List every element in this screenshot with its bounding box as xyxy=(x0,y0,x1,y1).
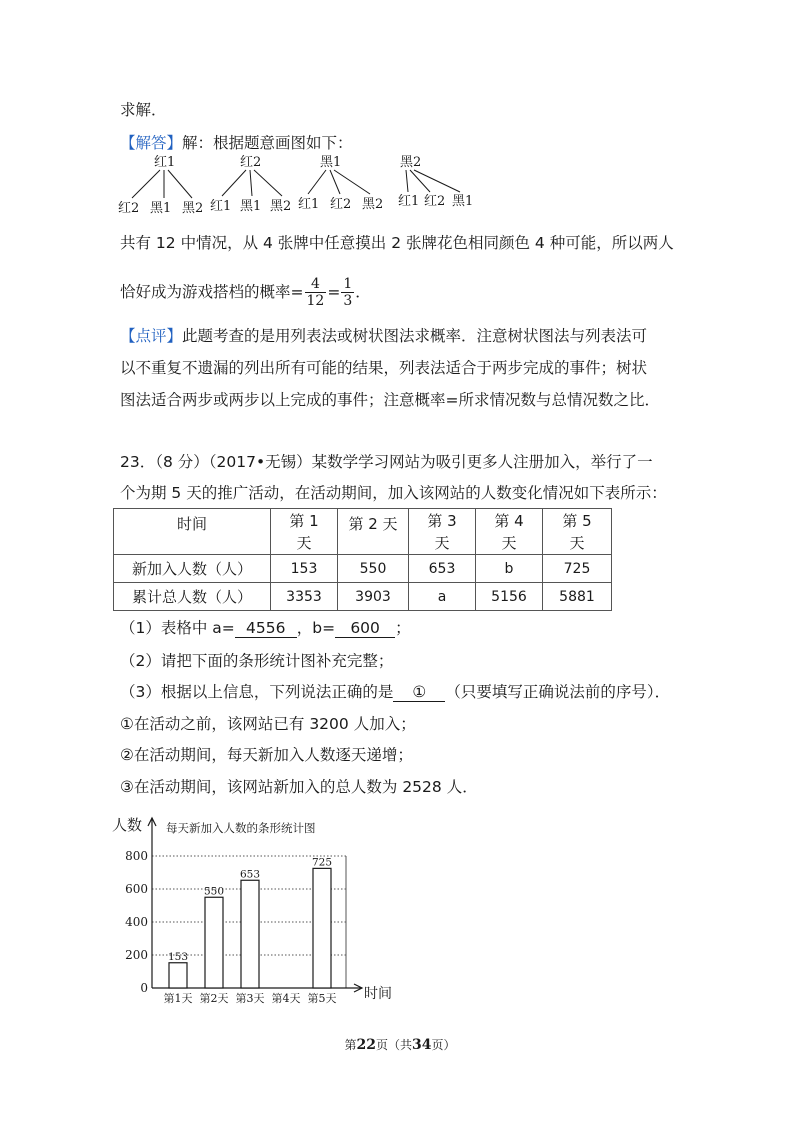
statement-2: ②在活动期间，每天新加入人数逐天递增； xyxy=(120,746,413,764)
tree-leaf: 红1 xyxy=(298,197,320,212)
statement-1: ①在活动之前，该网站已有 3200 人加入； xyxy=(120,715,416,733)
part-1-mid: ，b= xyxy=(296,619,336,637)
tree-leaf: 黑2 xyxy=(270,199,292,214)
fraction-1-3 xyxy=(341,276,354,309)
fraction-denominator: 3 xyxy=(343,293,353,309)
summary-line-1: 共有 12 中情况，从 4 张牌中任意摸出 2 张牌花色相同颜色 4 种可能，所以两人 xyxy=(120,234,674,252)
bar-data-label: 653 xyxy=(239,868,261,881)
footer-total: 34 xyxy=(412,1037,432,1053)
tree-leaf: 黑1 xyxy=(452,194,474,209)
part-3 xyxy=(120,680,670,702)
answer-a: 4556 xyxy=(235,619,297,638)
tree-leaf: 红1 xyxy=(210,199,232,214)
table-header-cell: 时间 xyxy=(114,509,271,555)
part-3-end: （只要填写正确说法前的序号）． xyxy=(445,683,671,701)
tree-root-1: 红1 xyxy=(154,155,176,170)
equals-sign: = xyxy=(327,283,341,301)
comment-line-1 xyxy=(120,324,647,346)
comment-tag: 【点评】 xyxy=(120,327,183,345)
table-cell: 5881 xyxy=(543,583,612,611)
tree-leaf: 黑1 xyxy=(150,201,172,216)
footer-pre: 第 xyxy=(344,1038,357,1052)
tree-root-2: 红2 xyxy=(240,155,262,170)
page-footer xyxy=(0,1036,800,1053)
fraction-denominator: 12 xyxy=(306,293,325,309)
data-table xyxy=(113,508,612,611)
tree-leaf: 红1 xyxy=(398,194,420,209)
tree-leaf: 黑2 xyxy=(182,201,204,216)
fraction-numerator: 4 xyxy=(305,276,327,293)
solution-tag: 【解答】 xyxy=(120,134,183,152)
part-2: （2）请把下面的条形统计图补充完整； xyxy=(120,652,394,670)
table-header-cell: 第 5 天 xyxy=(543,509,612,555)
footer-mid: 页（共 xyxy=(375,1038,412,1052)
table-row xyxy=(114,583,612,611)
tree-leaf: 红2 xyxy=(330,197,352,212)
comment-text-1: 此题考查的是用列表法或树状图法求概率．注意树状图法与列表法可 xyxy=(182,327,648,345)
part-1-end: ； xyxy=(395,619,411,637)
table-header-cell: 第 4 天 xyxy=(476,509,543,555)
table-cell: a xyxy=(409,583,476,611)
bar xyxy=(169,963,187,988)
chart-xticks xyxy=(164,992,337,1005)
table-header-cell: 第 3 天 xyxy=(409,509,476,555)
summary-line-2 xyxy=(120,276,371,309)
part-1 xyxy=(120,616,411,638)
footer-page: 22 xyxy=(356,1037,376,1053)
table-cell: 153 xyxy=(271,555,338,583)
table-header-row xyxy=(114,509,612,555)
table-cell: 5156 xyxy=(476,583,543,611)
y-tick-label: 200 xyxy=(125,948,148,962)
table-cell: b xyxy=(476,555,543,583)
table-cell: 新加入人数（人） xyxy=(114,555,271,583)
tree-leaf: 红2 xyxy=(424,194,446,209)
bar-data-label: 725 xyxy=(311,856,333,869)
x-tick-label: 第2天 xyxy=(199,992,229,1005)
y-tick-label: 400 xyxy=(125,915,148,929)
x-tick-label: 第4天 xyxy=(271,992,301,1005)
y-tick-label: 0 xyxy=(140,981,148,995)
statement-3: ③在活动期间，该网站新加入的总人数为 2528 人． xyxy=(120,778,478,796)
table-cell: 累计总人数（人） xyxy=(114,583,271,611)
table-header-cell: 第 1 天 xyxy=(271,509,338,555)
answer-b: 600 xyxy=(335,619,395,638)
x-tick-label: 第1天 xyxy=(163,992,193,1005)
chart-xlabel: 时间 xyxy=(364,986,392,1002)
table-cell: 725 xyxy=(543,555,612,583)
question-23-line-1: 23．（8 分）（2017•无锡）某数学学习网站为吸引更多人注册加入，举行了一 xyxy=(120,453,653,471)
footer-post: 页） xyxy=(431,1038,456,1052)
table-cell: 653 xyxy=(409,555,476,583)
x-tick-label: 第3天 xyxy=(235,992,265,1005)
bar xyxy=(313,868,331,988)
tree-root-4: 黑2 xyxy=(400,155,422,170)
fraction-4-12 xyxy=(305,276,327,309)
tree-leaf: 黑2 xyxy=(362,197,384,212)
question-23-line-2: 个为期 5 天的推广活动，在活动期间，加入该网站的人数变化情况如下表所示： xyxy=(120,484,667,502)
answer-part-3: ① xyxy=(393,683,445,702)
x-tick-label: 第5天 xyxy=(307,992,337,1005)
y-tick-label: 800 xyxy=(125,849,148,863)
chart-yticks xyxy=(125,849,148,995)
chart-ylabel: 人数 xyxy=(112,816,143,834)
tree-diagram xyxy=(118,150,498,218)
period: ． xyxy=(355,283,371,301)
bar-data-label: 550 xyxy=(203,885,225,898)
intro-text: 求解． xyxy=(120,101,167,119)
tree-leaf: 黑1 xyxy=(240,199,262,214)
bar xyxy=(241,880,259,988)
y-tick-label: 600 xyxy=(125,882,148,896)
tree-leaf: 红2 xyxy=(118,201,140,216)
fraction-numerator: 1 xyxy=(343,276,353,292)
table-cell: 3353 xyxy=(271,583,338,611)
table-cell: 550 xyxy=(338,555,409,583)
tree-root-3: 黑1 xyxy=(320,155,342,170)
comment-line-3: 图法适合两步或两步以上完成的事件；注意概率=所求情况数与总情况数之比． xyxy=(120,391,660,409)
table-row xyxy=(114,555,612,583)
part-3-prefix: （3）根据以上信息，下列说法正确的是 xyxy=(120,683,394,701)
chart-title: 每天新加入人数的条形统计图 xyxy=(166,821,316,835)
table-header-cell: 第 2 天 xyxy=(338,509,409,555)
part-1-prefix: （1）表格中 a= xyxy=(120,619,235,637)
probability-text: 恰好成为游戏搭档的概率= xyxy=(120,283,304,301)
bar-chart xyxy=(108,816,408,1016)
bar xyxy=(205,897,223,988)
solution-text: 解：根据题意画图如下： xyxy=(182,134,353,152)
bar-data-label: 153 xyxy=(167,950,189,963)
table-cell: 3903 xyxy=(338,583,409,611)
comment-line-2: 以不重复不遗漏的列出所有可能的结果，列表法适合于两步完成的事件；树状 xyxy=(120,359,648,377)
